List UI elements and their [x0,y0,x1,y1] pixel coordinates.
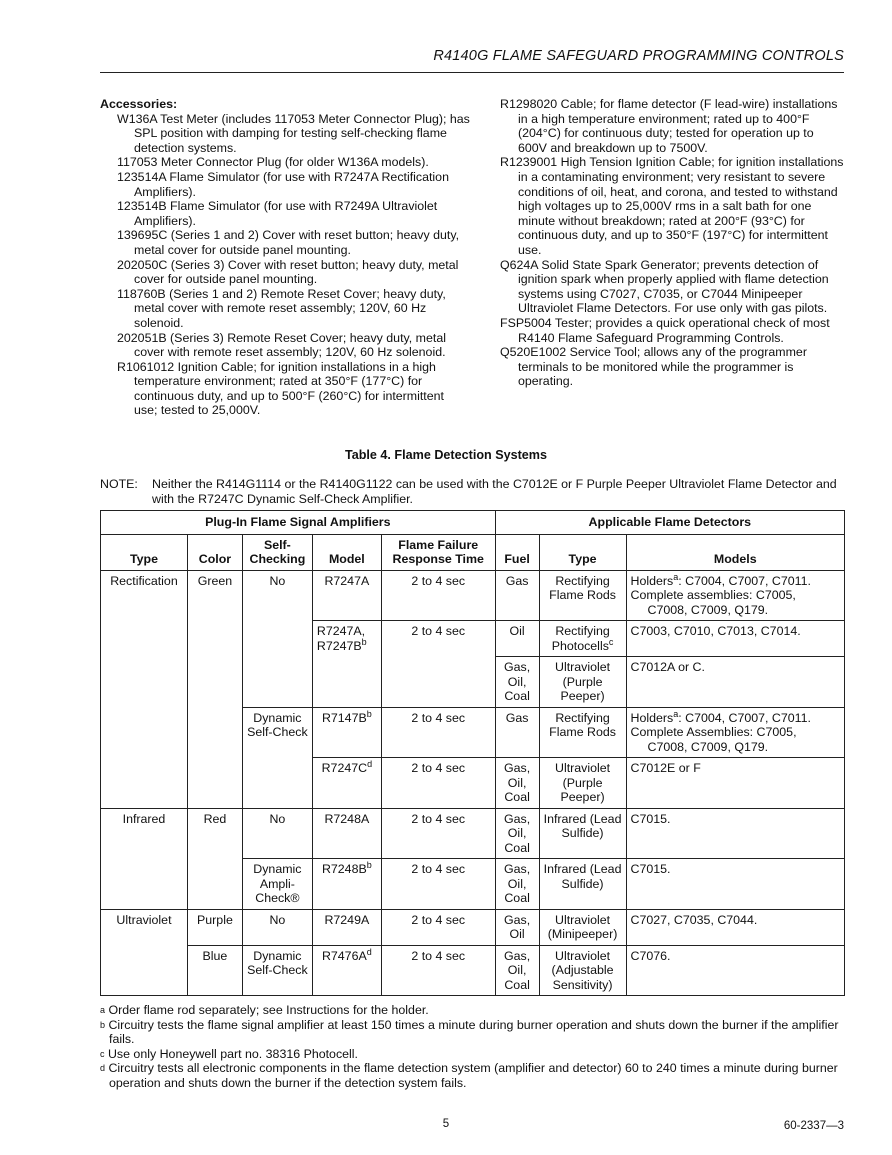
table-cell: C7076. [626,945,844,996]
table-note [100,477,845,506]
accessory-item: 202051B (Series 3) Remote Reset Cover; heavy duty, metal cover with remote reset assembly; 120V, 60 Hz solenoid. [117,330,446,360]
table-cell: Gas, Oil, Coal [495,859,539,910]
table-cell: C7015. [626,859,844,910]
table-cell: No [242,909,312,945]
table-cell [312,859,381,910]
table-row [101,808,845,859]
cell-text: R7147B [321,710,367,725]
table-cell: C7027, C7035, C7044. [626,909,844,945]
footnote-text: Order flame rod separately; see Instructions for the holder. [108,1003,429,1017]
table-cell: R7247A [312,570,381,621]
column-header: Model [312,534,381,570]
cell-text: R7247C [321,761,368,775]
footnotes [100,1003,845,1091]
footnote-mark: b [100,1019,106,1030]
column-header: Models [626,534,844,570]
footnote-ref: d [366,946,372,957]
table-cell: Gas, Oil, Coal [495,808,539,859]
footnote [100,1061,845,1090]
cell-text: R7248B [321,862,367,876]
footnote-mark: d [100,1063,106,1074]
column-header: Color [187,534,242,570]
cell-text: Complete assemblies: C7005, [630,588,796,602]
accessories-heading: Accessories: [100,97,178,111]
table-cell: Ultraviolet [101,909,188,996]
table-cell: C7003, C7010, C7013, C7014. [626,621,844,657]
cell-text: R7476A [321,948,367,963]
table-cell: Gas, Oil, Coal [495,657,539,708]
table-row [101,909,845,945]
table-cell: Rectifying Flame Rods [539,570,626,621]
accessory-item: W136A Test Meter (includes 117053 Meter Connector Plug); has SPL position with damping for testing self-checking flame detection systems. [117,111,470,155]
table-cell [626,570,844,621]
footnote-ref: a [673,708,679,719]
document-number: 60-2337—3 [783,1120,844,1132]
table-cell [312,945,381,996]
table-cell: 2 to 4 sec [381,570,495,621]
table-cell: Purple [187,909,242,945]
table-cell: Infrared [101,808,188,909]
footnote-ref: c [608,636,614,647]
table-cell: Ultraviolet (Purple Peeper) [539,758,626,809]
table-cell: 2 to 4 sec [381,859,495,910]
flame-detection-table [100,510,845,996]
note-label: NOTE: [100,477,138,491]
table-cell: No [242,570,312,707]
column-header: Type [101,534,188,570]
table-cell: Ultraviolet (Adjustable Sensitivity) [539,945,626,996]
table-cell: 2 to 4 sec [381,621,495,708]
table-cell: Dynamic Ampli-Check® [242,859,312,910]
cell-text: C7008, C7009, Q179. [647,602,769,617]
accessory-item: 202050C (Series 3) Cover with reset button; heavy duty, metal cover for outside panel mounting. [117,257,459,287]
cell-text: C7008, C7009, Q179. [647,739,769,754]
table-cell [312,758,381,809]
table-cell: Infrared (Lead Sulfide) [539,859,626,910]
table-cell: 2 to 4 sec [381,945,495,996]
column-header: Self-Checking [242,534,312,570]
footnote-ref: d [367,758,373,769]
footnote-text: Circuitry tests the flame signal amplifier at least 150 times a minute during burner operation and shuts down the burner if the amplifier fails. [108,1017,839,1047]
accessory-item: 117053 Meter Connector Plug (for older W136A models). [117,155,429,170]
footnote [100,1018,845,1047]
table-cell: 2 to 4 sec [381,707,495,758]
accessory-item: FSP5004 Tester; provides a quick operational check of most R4140 Flame Safeguard Programming Controls. [500,315,830,345]
table-cell [626,707,844,758]
cell-text: : C7004, C7007, C7011. [678,710,811,725]
table-cell: Dynamic Self-Check [242,945,312,996]
table-cell: Gas, Oil [495,909,539,945]
table-cell: Infrared (Lead Sulfide) [539,808,626,859]
column-header: Type [539,534,626,570]
table-cell [312,707,381,758]
cell-text: Holders [630,573,674,588]
table-cell: R7249A [312,909,381,945]
group-header-amplifiers: Plug-In Flame Signal Amplifiers [101,511,496,535]
table-cell: Dynamic Self-Check [242,707,312,808]
table-cell: C7015. [626,808,844,859]
table-cell: 2 to 4 sec [381,758,495,809]
table-cell: R7248A [312,808,381,859]
accessory-item: R1298020 Cable; for flame detector (F lead-wire) installations in a high temperature environment; rated up to 400°F (204°C) for continuous duty; tested for operation up to 600V and breakdown up to 7500V. [500,97,838,155]
cell-text: Complete Assemblies: C7005, [630,725,797,739]
table-cell: Gas [495,707,539,758]
footnote-mark: a [100,1005,106,1015]
column-header: Fuel [495,534,539,570]
table-row [101,945,845,996]
footnote [100,1047,845,1062]
table-title: Table 4. Flame Detection Systems [344,448,548,462]
footnote-ref: b [366,859,372,870]
column-header: Flame Failure Response Time [381,534,495,570]
accessory-item: R1061012 Ignition Cable; for ignition installations in a high temperature environment; rated at 350°F (177°C) for continuous duty, and up to 500°F (260°C) for intermittent use; tested to 25,000V. [117,359,444,418]
accessory-item: 123514A Flame Simulator (for use with R7247A Rectification Amplifiers). [117,169,449,199]
group-header-detectors: Applicable Flame Detectors [495,511,844,535]
table-cell: 2 to 4 sec [381,808,495,859]
table-cell: Rectifying Flame Rods [539,707,626,758]
table-cell: C7012E or F [626,758,844,809]
running-header: R4140G FLAME SAFEGUARD PROGRAMMING CONTROLS [100,48,844,73]
accessory-item: 139695C (Series 1 and 2) Cover with reset button; heavy duty, metal cover for outside panel mounting. [117,228,460,257]
footnote-mark: c [100,1048,105,1059]
note-text: Neither the R414G1114 or the R4140G1122 can be used with the C7012E or F Purple Peeper Ultraviolet Flame Detector and with the R7247C Dynamic Self-Check Amplifier. [152,477,837,506]
cell-text: : C7004, C7007, C7011. [678,573,811,588]
table-cell: Ultraviolet (Purple Peeper) [539,657,626,708]
accessory-item: Q624A Solid State Spark Generator; prevents detection of ignition spark when properly applied with flame detection systems using C7027, C7035, or C7044 Minipeeper Ultraviolet Flame Detectors. For use only with gas pilots. [500,257,829,316]
table-row [101,570,845,621]
footnote-text: Use only Honeywell part no. 38316 Photocell. [107,1046,358,1061]
table-cell [312,621,381,708]
table-cell: Green [187,570,242,808]
accessory-item: 118760B (Series 1 and 2) Remote Reset Cover; heavy duty, metal cover with remote reset assembly; 120V, 60 Hz solenoid. [117,286,446,330]
table-cell: Gas, Oil, Coal [495,758,539,809]
accessories-left-column [100,97,470,418]
accessory-item: Q520E1002 Service Tool; allows any of the programmer terminals to be monitored while the programmer is operating. [500,345,807,389]
page-number: 5 [442,1118,450,1130]
table-cell: 2 to 4 sec [381,909,495,945]
table-cell: Blue [187,945,242,996]
footnote [100,1003,845,1018]
table-cell: Oil [495,621,539,657]
table-cell: Gas, Oil, Coal [495,945,539,996]
table-cell: No [242,808,312,859]
accessory-item: R1239001 High Tension Ignition Cable; for ignition installations in a contaminating environment; very resistant to severe conditions of oil, heat, and corona, and tested to withstand high voltages up to 25,000V rms in a salt bath for one minute without breakdown; rated at 200°F (93°C) for continuous duty, and up to 350°F (197°C) for intermittent use. [500,155,844,257]
footnote-ref: a [673,571,679,582]
table-cell: Rectification [101,570,188,808]
table-cell: Gas [495,570,539,621]
cell-text: R7247A, R7247B [316,624,366,653]
footnote-ref: b [361,636,367,647]
table-cell: Ultraviolet (Minipeeper) [539,909,626,945]
table-cell [539,621,626,657]
footnote-text: Circuitry tests all electronic components in the flame detection system (amplifier and detector) 60 to 240 times a minute during burner operation and shuts down the burner if the detection system fails. [108,1061,838,1090]
footnote-ref: b [366,708,372,719]
cell-text: Holders [630,710,674,725]
accessories-right-column [500,97,845,389]
table-cell: C7012A or C. [626,657,844,708]
table-cell: Red [187,808,242,909]
cell-text: Rectifying Photocells [551,624,610,653]
accessory-item: 123514B Flame Simulator (for use with R7249A Ultraviolet Amplifiers). [117,199,438,228]
